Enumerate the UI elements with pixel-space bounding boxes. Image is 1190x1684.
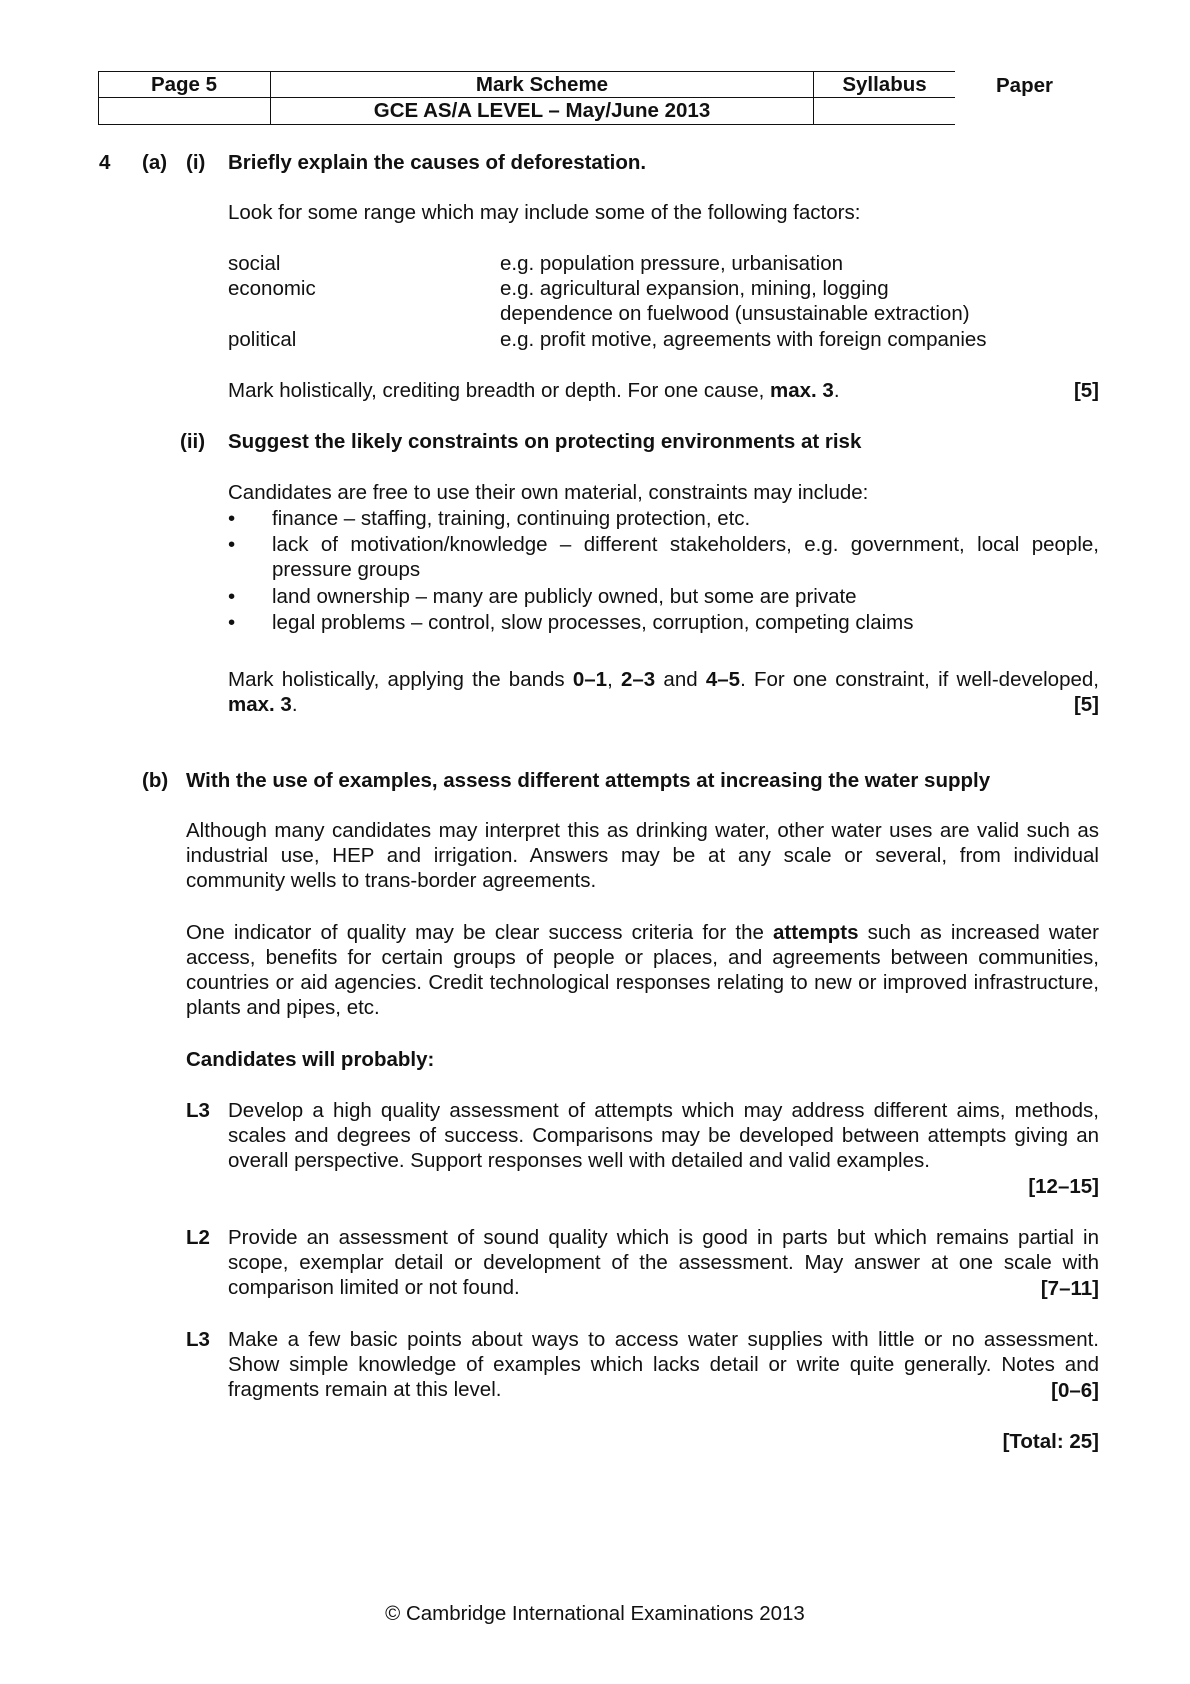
constraints-list bbox=[228, 506, 1099, 636]
candidates-heading: Candidates will probably: bbox=[186, 1048, 435, 1071]
bullet-icon: • bbox=[228, 611, 236, 634]
total-marks: [Total: 25] bbox=[1002, 1430, 1099, 1453]
header-syllabus: Syllabus bbox=[842, 73, 927, 96]
b-p2-bold: attempts bbox=[773, 921, 859, 944]
level-text: Provide an assessment of sound quality which is good in parts but which remains partial in scope, exemplar detail or development of the assessment. May answer at one scale with comparison limited or not found. bbox=[228, 1226, 1099, 1299]
a-i-mark-end: . bbox=[833, 379, 840, 402]
b-p2-end: such as increased water access, benefits for certain groups of people or places, and agreements between communities, countries or aid agencies. Credit technological responses relating to new or improved infrastructure, plants and pipes, etc. bbox=[186, 921, 1099, 1019]
a-i-intro: Look for some range which may include some of the following factors: bbox=[228, 201, 861, 224]
a-i-mark-max: max. 3 bbox=[770, 379, 834, 402]
header-mark-scheme: Mark Scheme bbox=[475, 73, 609, 96]
part-a-label: (a) bbox=[142, 151, 168, 174]
factor-example: e.g. population pressure, urbanisation bbox=[500, 252, 844, 275]
factor-example: e.g. profit motive, agreements with foreign companies bbox=[500, 328, 987, 351]
a-ii-mark-max: max. 3 bbox=[228, 693, 292, 716]
level-label: L3 bbox=[186, 1328, 210, 1351]
constraint-text: finance – staffing, training, continuing protection, etc. bbox=[272, 507, 751, 530]
level-marks: [7–11] bbox=[1040, 1277, 1099, 1300]
factor-name: economic bbox=[228, 277, 316, 300]
a-i-mark-text: Mark holistically, crediting breadth or depth. For one cause, bbox=[228, 379, 765, 402]
a-i-mark-note bbox=[228, 378, 840, 403]
bullet-icon: • bbox=[228, 533, 236, 556]
a-ii-mark-and: and bbox=[663, 668, 698, 691]
question-a-i: Briefly explain the causes of deforestation. bbox=[228, 151, 647, 174]
level-text: Develop a high quality assessment of attempts which may address different aims, methods, scales and degrees of success. Comparisons may be developed between attempts giving an overall perspective. Support responses well with detailed and valid examples. bbox=[228, 1099, 1099, 1172]
a-ii-mark-text: Mark holistically, applying the bands bbox=[228, 668, 565, 691]
header-table bbox=[98, 71, 955, 125]
header-page: Page 5 bbox=[150, 73, 218, 96]
question-a-ii: Suggest the likely constraints on protecting environments at risk bbox=[228, 430, 862, 453]
factor-example: dependence on fuelwood (unsustainable extraction) bbox=[500, 302, 970, 325]
footer-copyright: © Cambridge International Examinations 2013 bbox=[385, 1602, 805, 1625]
a-ii-marks: [5] bbox=[1073, 693, 1099, 716]
band-mid: 2–3 bbox=[621, 668, 656, 691]
band-low: 0–1 bbox=[572, 668, 608, 691]
part-b-label: (b) bbox=[142, 769, 169, 792]
header-paper: Paper bbox=[996, 74, 1053, 97]
factor-example: e.g. agricultural expansion, mining, logging bbox=[500, 277, 889, 300]
a-ii-intro: Candidates are free to use their own material, constraints may include: bbox=[228, 481, 869, 504]
header-bottom-border bbox=[98, 124, 955, 125]
constraint-text: lack of motivation/knowledge – different stakeholders, e.g. government, local people, pressure groups bbox=[272, 533, 1099, 581]
a-ii-mark-end: . bbox=[291, 693, 298, 716]
a-ii-mark-comma: , bbox=[607, 668, 613, 691]
a-i-marks: [5] bbox=[1073, 379, 1099, 402]
question-b: With the use of examples, assess different attempts at increasing the water supply bbox=[186, 769, 991, 792]
b-p2-start: One indicator of quality may be clear success criteria for the bbox=[186, 921, 764, 944]
band-high: 4–5 bbox=[705, 668, 741, 691]
factor-name: social bbox=[228, 252, 281, 275]
level-label: L2 bbox=[186, 1226, 210, 1249]
constraint-text: land ownership – many are publicly owned, but some are private bbox=[272, 585, 857, 608]
factor-name: political bbox=[228, 328, 297, 351]
bullet-icon: • bbox=[228, 585, 236, 608]
header-exam: GCE AS/A LEVEL – May/June 2013 bbox=[373, 99, 711, 122]
level-text: Make a few basic points about ways to access water supplies with little or no assessment. Show simple knowledge of examples which lacks detail or write quite generally. Notes and fragments remain at this level. bbox=[228, 1328, 1099, 1401]
level-marks: [0–6] bbox=[1051, 1379, 1099, 1402]
level-label: L3 bbox=[186, 1099, 210, 1122]
part-a-ii-label: (ii) bbox=[180, 430, 206, 453]
a-ii-mark-note bbox=[228, 667, 1099, 717]
question-number: 4 bbox=[99, 151, 111, 174]
bullet-icon: • bbox=[228, 507, 236, 530]
constraint-text: legal problems – control, slow processes, corruption, competing claims bbox=[272, 611, 914, 634]
level-marks: [12–15] bbox=[1028, 1175, 1099, 1198]
a-ii-mark-text-2: . For one constraint, if well-developed, bbox=[740, 668, 1099, 691]
part-a-i-label: (i) bbox=[186, 151, 206, 174]
b-paragraph-2 bbox=[186, 920, 1099, 1020]
b-paragraph-1: Although many candidates may interpret this as drinking water, other water uses are valid such as industrial use, HEP and irrigation. Answers may be at any scale or several, from individual community wells to trans-border agreements. bbox=[186, 819, 1099, 892]
